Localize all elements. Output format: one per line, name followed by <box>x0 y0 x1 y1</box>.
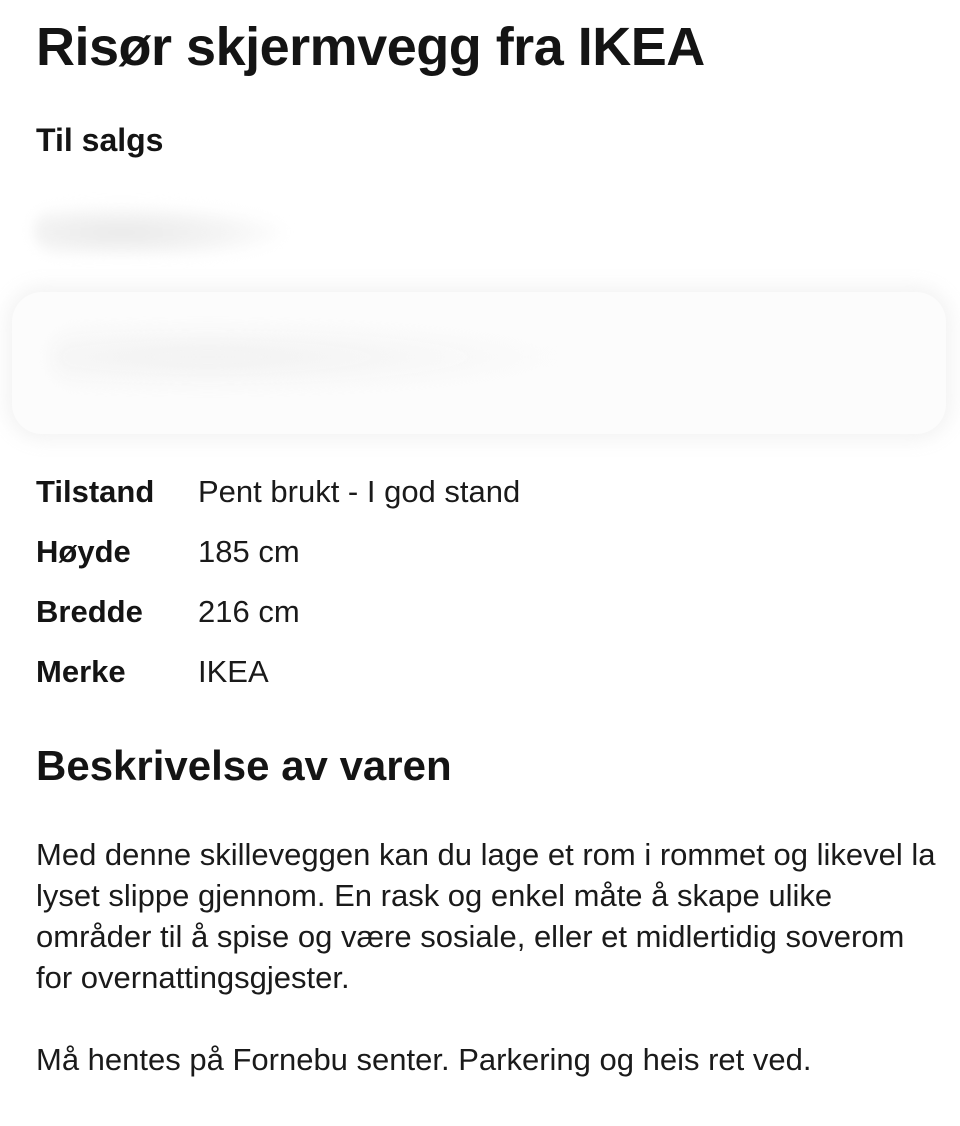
spec-value: 185 cm <box>198 534 300 569</box>
description-body <box>36 834 936 1121</box>
redacted-panel <box>12 292 946 434</box>
description-paragraph: Med denne skilleveggen kan du lage et rom i rommet og likevel la lyset slippe gjennom. En rask og enkel måte å skape ulike områder til å spise og være sosiale, eller et midlertidig soverom for overnattingsgjester. <box>36 837 936 995</box>
description-heading: Beskrivelse av varen <box>36 742 452 789</box>
spec-value: IKEA <box>198 654 269 689</box>
spec-label: Høyde <box>36 534 131 569</box>
spec-row-brand <box>36 642 916 702</box>
spec-value: Pent brukt - I god stand <box>198 474 521 509</box>
spec-label: Bredde <box>36 594 143 629</box>
spec-table <box>36 462 916 702</box>
spec-label: Tilstand <box>36 474 155 509</box>
spec-row-condition <box>36 462 916 522</box>
redacted-text <box>34 205 284 255</box>
spec-label: Merke <box>36 654 126 689</box>
listing-title: Risør skjermvegg fra IKEA <box>36 17 705 77</box>
listing-status: Til salgs <box>36 122 164 158</box>
spec-row-height <box>36 522 916 582</box>
spec-value: 216 cm <box>198 594 300 629</box>
description-paragraph: Må hentes på Fornebu senter. Parkering og heis ret ved. <box>36 1042 812 1077</box>
redacted-panel-content <box>52 322 572 392</box>
spec-row-width <box>36 582 916 642</box>
